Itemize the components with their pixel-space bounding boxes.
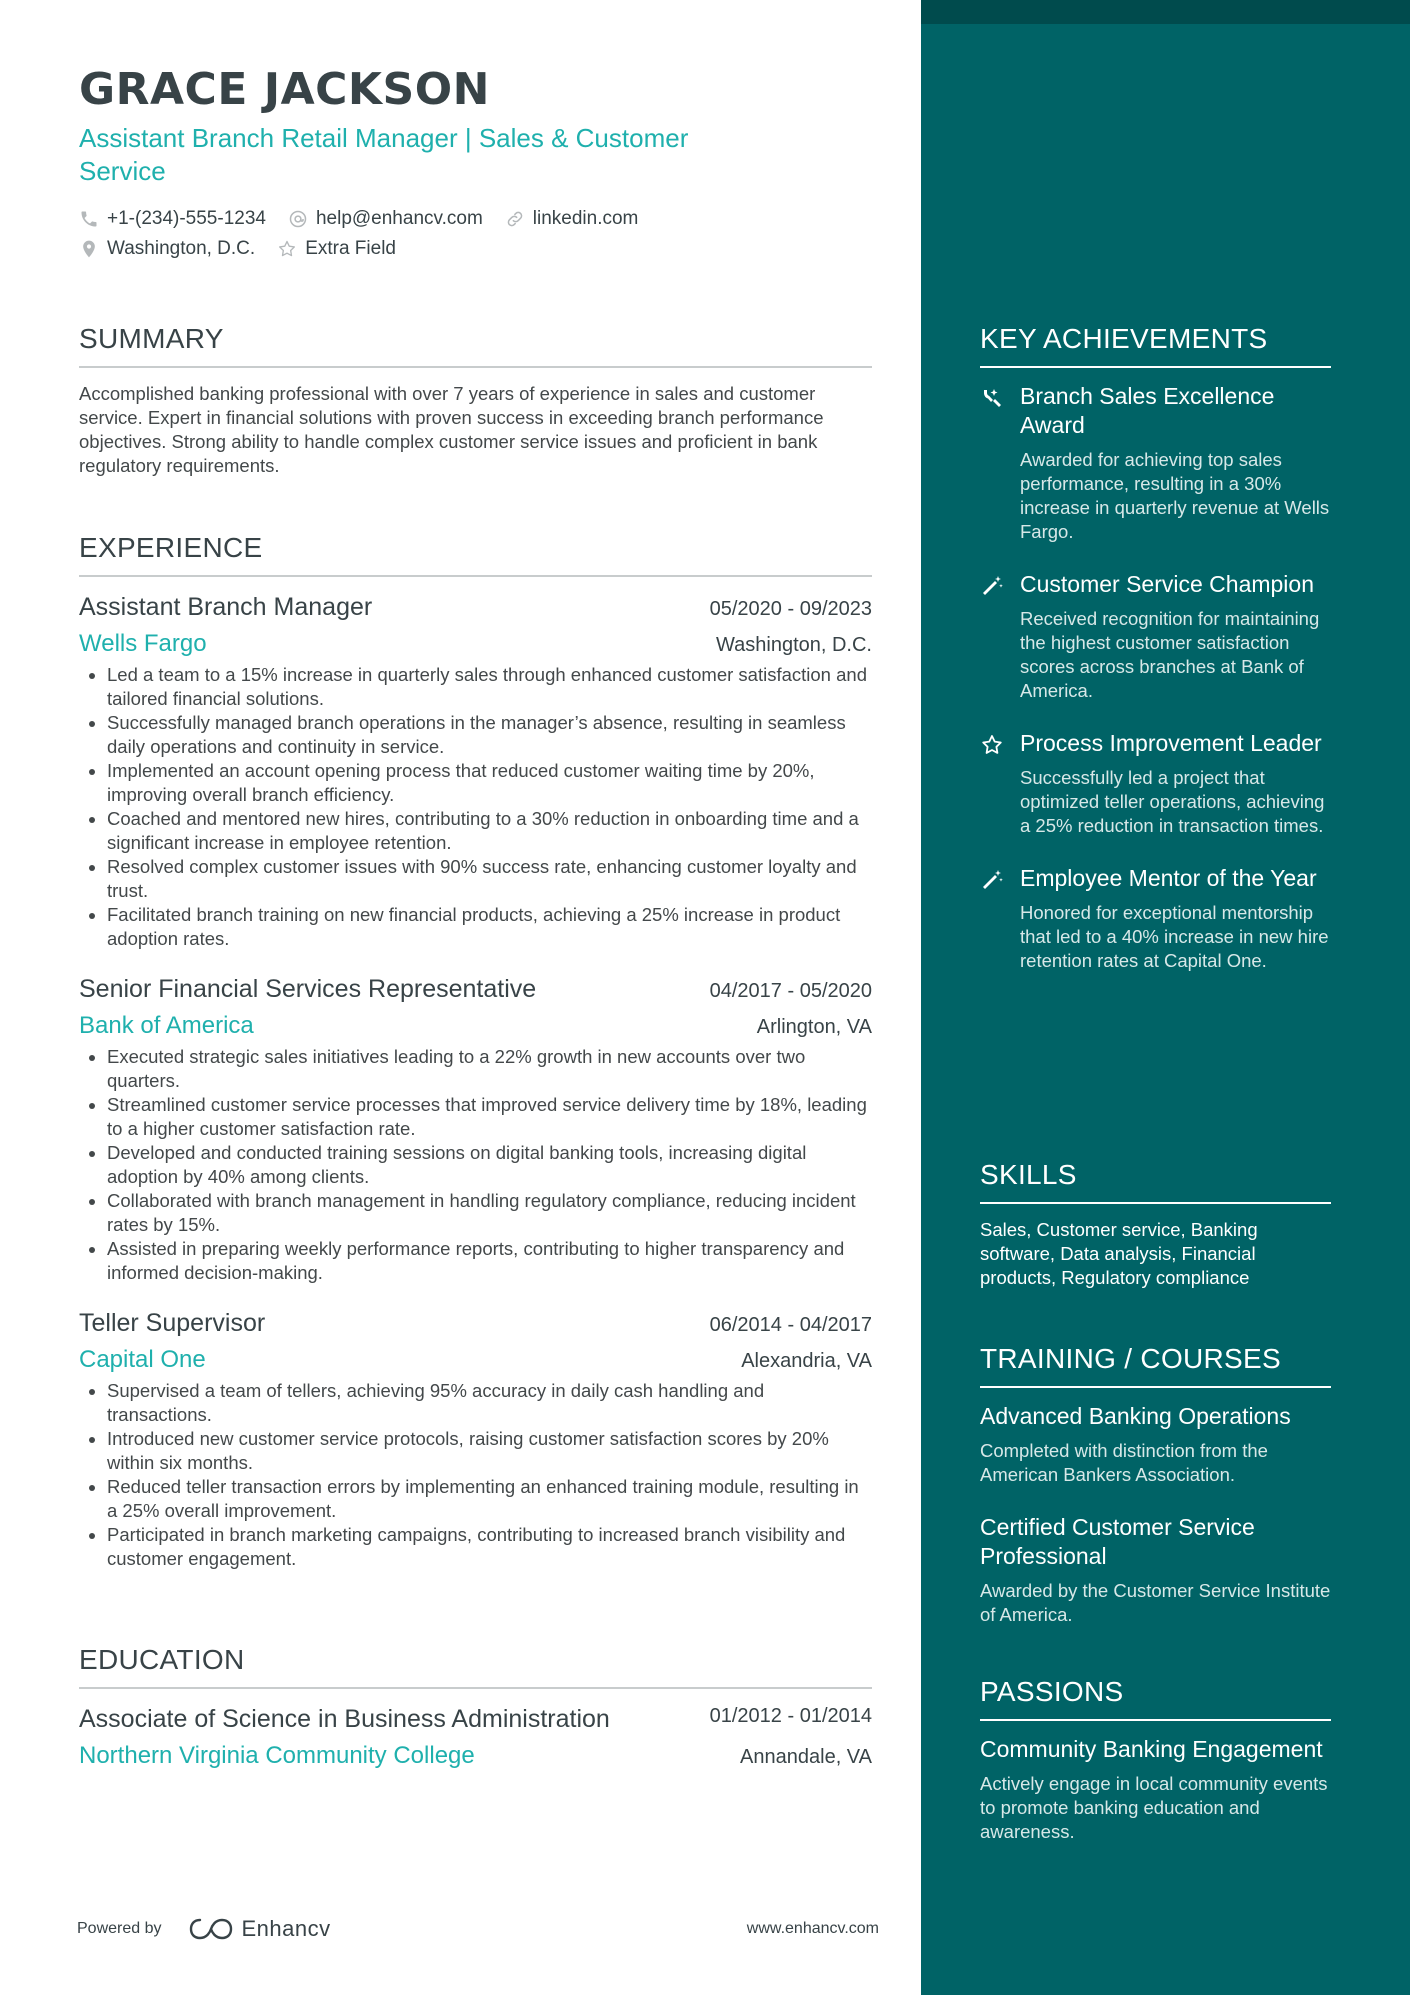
education-section [79,1643,872,1771]
bullet-item: • Coached and mentored new hires, contributing to a 30% reduction in onboarding time and a significant increase in employee retention. [107,807,872,855]
email-text: help@enhancv.com [315,208,483,229]
phone-text: +1-(234)-555-1234 [107,208,266,229]
website-link[interactable]: www.enhancv.com [746,1920,879,1937]
education-dates: 01/2012 - 01/2014 [709,1705,872,1727]
brand-name: Enhancv [241,1916,331,1941]
training-section [980,1342,1331,1627]
job-company: Wells Fargo [79,630,207,657]
bullet-item: • Collaborated with branch management in handling regulatory compliance, reducing incident rates by 15%. [107,1189,872,1237]
contact-info [79,204,872,264]
sidebar [921,0,1410,1995]
contact-extra [277,238,396,260]
link-text: linkedin.com [532,208,639,229]
course-item [980,1513,1331,1627]
skills-heading: SKILLS [980,1158,1331,1204]
skills-list: Sales, Customer service, Banking software, Data analysis, Financial products, Regulatory compliance [980,1219,1258,1288]
achievement-item [980,864,1331,973]
job-role: Teller Supervisor [79,1309,266,1337]
course-title: Advanced Banking Operations [980,1403,1291,1429]
magic-wand-icon [980,574,1004,598]
enhancv-logo[interactable] [188,1916,331,1942]
trophy-icon [980,386,1004,410]
course-item [980,1402,1331,1487]
phone-icon [79,209,99,229]
passion-title: Community Banking Engagement [980,1736,1323,1762]
achievement-item [980,570,1331,703]
bullet-item: • Streamlined customer service processes that improved service delivery time by 18%, leading to a higher customer satisfaction rate. [107,1093,872,1141]
achievement-title: Employee Mentor of the Year [1020,865,1317,891]
achievement-item [980,382,1331,544]
education-heading: EDUCATION [79,1643,872,1689]
training-heading: TRAINING / COURSES [980,1342,1331,1388]
achievement-description: Awarded for achieving top sales performance, resulting in a 30% increase in quarterly revenue at Wells Fargo. [1020,449,1330,542]
degree-title: Associate of Science in Business Administration [79,1705,610,1733]
enhancv-logo-icon [188,1916,234,1942]
bullet-item: • Participated in branch marketing campaigns, contributing to increased branch visibility and customer engagement. [107,1523,872,1571]
resume-header [79,64,872,264]
summary-heading: SUMMARY [79,322,872,368]
achievement-description: Received recognition for maintaining the highest customer satisfaction scores across branches at Bank of America. [1020,608,1320,701]
achievements-heading: KEY ACHIEVEMENTS [980,322,1331,368]
summary-section [79,322,872,478]
bullet-item: • Facilitated branch training on new financial products, achieving a 25% increase in product adoption rates. [107,903,872,951]
job-role: Assistant Branch Manager [79,593,373,621]
job-bullets [79,1379,872,1571]
contact-phone[interactable] [79,208,266,230]
achievement-description: Honored for exceptional mentorship that led to a 40% increase in new hire retention rates at Capital One. [1020,902,1329,971]
achievement-item [980,729,1331,838]
job-dates: 06/2014 - 04/2017 [709,1314,872,1336]
bullet-item: • Introduced new customer service protocols, raising customer satisfaction scores by 20% within six months. [107,1427,872,1475]
achievement-title: Branch Sales Excellence Award [1020,383,1275,438]
bullet-item: • Reduced teller transaction errors by implementing an enhanced training module, resulting in a 25% overall improvement. [107,1475,872,1523]
location-text: Washington, D.C. [107,238,256,259]
footer [77,1916,879,1942]
at-icon [288,209,308,229]
bullet-item: • Developed and conducted training sessions on digital banking tools, increasing digital adoption by 40% among clients. [107,1141,872,1189]
summary-text: Accomplished banking professional with over 7 years of experience in sales and customer service. Expert in financial solutions with proven success in exceeding branch performance objectives. Strong ability to handle complex customer service issues and proficient in bank regulatory requirements. [79,383,824,476]
contact-email[interactable] [288,208,483,230]
magic-wand-icon [980,868,1004,892]
experience-heading: EXPERIENCE [79,531,872,577]
bullet-item: • Implemented an account opening process that reduced customer waiting time by 20%, improving overall branch efficiency. [107,759,872,807]
job-role: Senior Financial Services Representative [79,975,537,1003]
job-location: Alexandria, VA [741,1350,872,1372]
bullet-item: • Assisted in preparing weekly performance reports, contributing to higher transparency and informed decision-making. [107,1237,872,1285]
job-company: Bank of America [79,1012,254,1039]
job-dates: 05/2020 - 09/2023 [709,598,872,620]
sidebar-top-bar [921,0,1410,24]
bullet-item: • Resolved complex customer issues with 90% success rate, enhancing customer loyalty and trust. [107,855,872,903]
job-entry [79,1307,872,1571]
powered-by-label: Powered by [77,1920,162,1937]
bullet-item: • Successfully managed branch operations in the manager’s absence, resulting in seamless daily operations and continuity in service. [107,711,872,759]
job-entry [79,591,872,951]
job-bullets [79,1045,872,1285]
job-location: Washington, D.C. [716,634,872,656]
extra-text: Extra Field [305,238,396,259]
job-dates: 04/2017 - 05/2020 [709,980,872,1002]
achievements-section [980,322,1331,973]
candidate-title: Assistant Branch Retail Manager | Sales & Customer Service [79,123,689,186]
star-icon [277,239,297,259]
job-bullets [79,663,872,951]
course-description: Awarded by the Customer Service Institute of America. [980,1580,1331,1625]
school-name: Northern Virginia Community College [79,1742,475,1769]
passion-item [980,1735,1331,1844]
passion-description: Actively engage in local community events to promote banking education and awareness. [980,1773,1328,1842]
school-location: Annandale, VA [740,1746,872,1768]
contact-link[interactable] [505,208,639,230]
candidate-name: GRACE JACKSON [79,64,490,115]
achievement-title: Process Improvement Leader [1020,730,1322,756]
passions-heading: PASSIONS [980,1675,1331,1721]
job-entry [79,973,872,1285]
achievement-title: Customer Service Champion [1020,571,1315,597]
job-company: Capital One [79,1346,206,1373]
job-location: Arlington, VA [756,1016,872,1038]
bullet-item: • Executed strategic sales initiatives leading to a 22% growth in new accounts over two quarters. [107,1045,872,1093]
skills-section [980,1158,1331,1290]
link-icon [505,209,525,229]
star-icon [980,733,1004,757]
passions-section [980,1675,1331,1844]
experience-section [79,531,872,1571]
bullet-item: • Led a team to a 15% increase in quarterly sales through enhanced customer satisfaction and tailored financial solutions. [107,663,872,711]
contact-location [79,238,255,260]
location-pin-icon [79,239,99,259]
course-title: Certified Customer Service Professional [980,1514,1255,1569]
achievement-description: Successfully led a project that optimized teller operations, achieving a 25% reduction in transaction times. [1020,767,1325,836]
course-description: Completed with distinction from the American Bankers Association. [980,1440,1268,1485]
bullet-item: • Supervised a team of tellers, achieving 95% accuracy in daily cash handling and transactions. [107,1379,872,1427]
